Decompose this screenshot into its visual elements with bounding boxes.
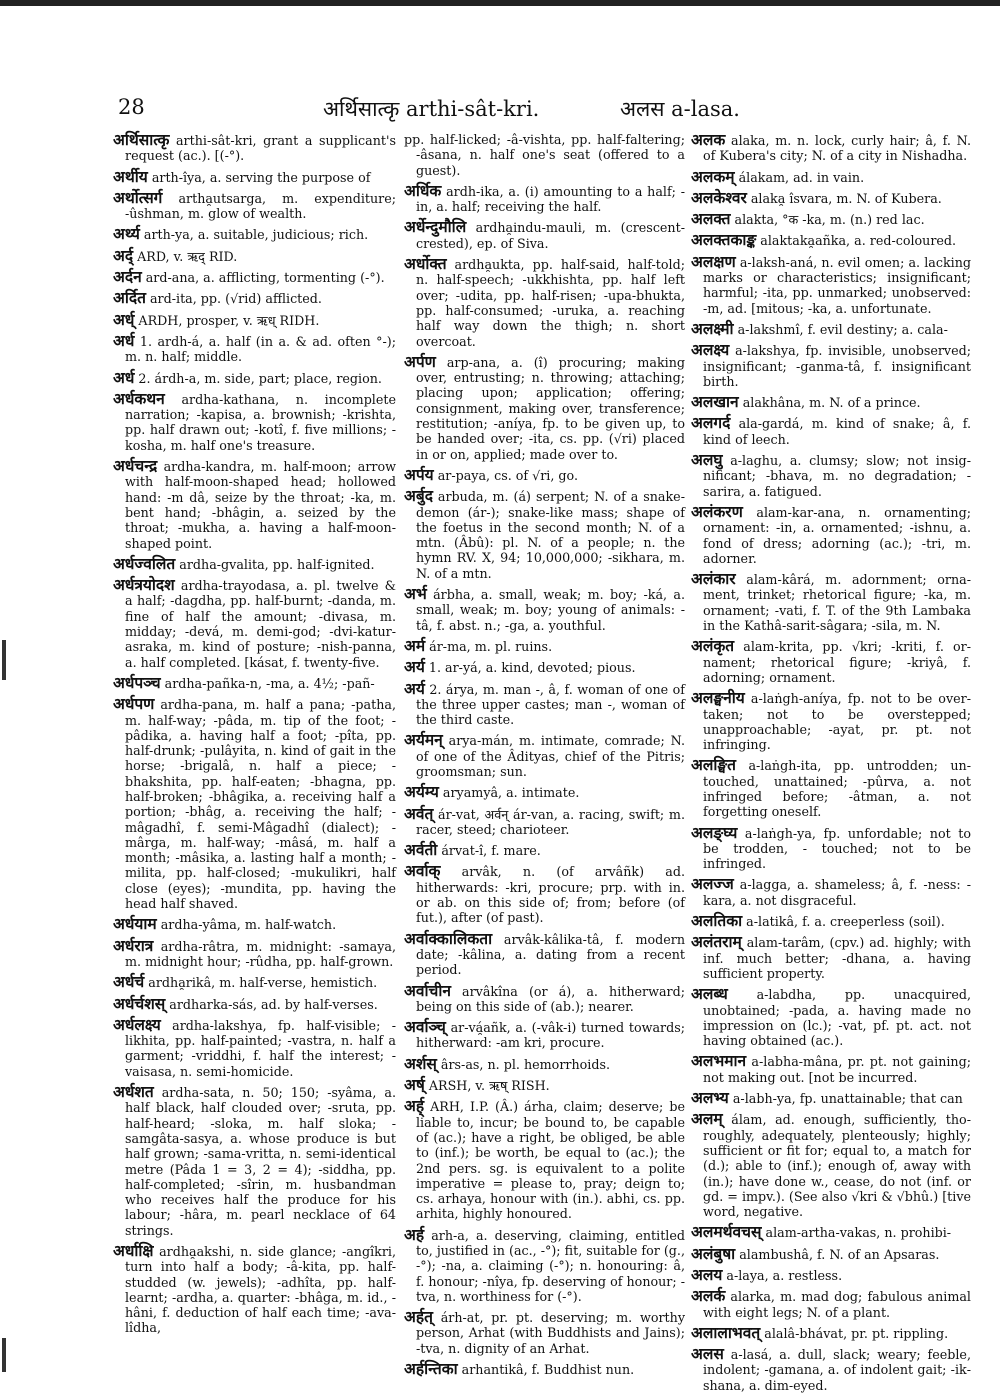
dictionary-entry — [404, 863, 685, 925]
dictionary-entry — [691, 571, 971, 633]
dictionary-entry — [404, 1224, 685, 1304]
entry-headword: अर्वाक्कालिकता — [404, 928, 493, 948]
right-running-headword: अलस a-lasa. — [620, 97, 740, 121]
dictionary-entry — [113, 1014, 396, 1079]
entry-definition: a-lagga, a. shameless; â, f. -ness: -kara, a. not disgraceful. — [703, 877, 971, 908]
entry-headword: अर्पय — [404, 464, 434, 484]
dictionary-entry — [691, 1053, 971, 1085]
entry-definition: arvâkîna (or á), a. hitherward; being on this side of (ab.); nearer. — [416, 983, 685, 1014]
entry-headword: अलक्ष्मी — [691, 318, 734, 338]
entry-definition: ardha̯rikâ, m. half-verse, hemistich. — [148, 975, 378, 991]
entry-definition: alam-krita, pp. √kri; -kriti, f. ornament; rhetorical figure; -kriyâ, f. adorning; ornament. — [703, 639, 971, 685]
dictionary-entry — [404, 980, 685, 1015]
entry-headword: अलखान — [691, 392, 739, 412]
dictionary-entry — [691, 1090, 971, 1106]
entry-definition: alam-kar-ana, n. ornamenting; ornament: -in, a. ornamented; -ishnu, a. fond of dress; adorning (ac.); -tri, m. adorner. — [703, 504, 971, 566]
dictionary-entry — [691, 211, 971, 227]
dictionary-entry — [113, 226, 396, 242]
entry-headword: अलङ्घ्य — [691, 822, 738, 842]
entry-headword: अर्ह् — [404, 1096, 425, 1116]
dictionary-entry — [691, 1267, 971, 1283]
dictionary-entry — [691, 690, 971, 752]
column-2 — [404, 132, 685, 1379]
entry-headword: अर्वाचीन — [404, 980, 451, 1000]
entry-headword: अर्भ — [404, 584, 427, 604]
entry-headword: अलभ्य — [691, 1088, 729, 1108]
entry-definition: ár-ma, m. pl. ruins. — [429, 638, 553, 654]
entry-definition: ard-ana, a. afflicting, tormenting (-°). — [145, 270, 385, 286]
entry-headword: अलय — [691, 1265, 723, 1284]
dictionary-entry — [404, 1053, 685, 1073]
entry-headword: अलघु — [691, 450, 723, 470]
entry-definition: ardha̯akshi, n. side glance; -angîkri, turn into half a body; -â-kita, pp. half-studded (w. jewels); -adhîta, pp. half-learnt; -ardha, a. quarter: -bhâga, m. id., -hâni, f. deduction of half each time; -ava-lîdha, — [125, 1244, 396, 1336]
dictionary-entry — [113, 1084, 396, 1238]
entry-headword: अर्यम्य — [404, 782, 439, 802]
entry-definition: ARSH, v. ऋष् RISH. — [428, 1078, 550, 1094]
entry-headword: अर्धचन्द्र — [113, 456, 158, 476]
dictionary-entry — [113, 166, 396, 186]
dictionary-entry — [691, 318, 971, 338]
entry-headword: अर्दन — [113, 267, 142, 287]
dictionary-entry — [113, 132, 396, 164]
entry-headword: अलंबुषा — [691, 1243, 736, 1263]
dictionary-entry — [404, 803, 685, 838]
entry-headword: अलंकृत — [691, 636, 735, 656]
dictionary-entry — [404, 1077, 685, 1093]
entry-definition: ar-vá̯añk, a. (-vâk-i) turned towards; hitherward: -am kri, procure. — [416, 1020, 685, 1051]
dictionary-entry — [113, 388, 396, 453]
entry-definition: arbuda, m. (á) serpent; N. of a snake-demon (ár-); snake-like mass; shape of the foetus in the second month; N. of a mtn. (Âbû): pl. N. of a people; n. the hymn RV. X, 94; 10,000,000; -sikhara, m. N. of a mtn. — [416, 489, 685, 581]
dictionary-entry — [691, 415, 971, 447]
entry-definition: ardha̯ukta, pp. half-said, half-told; n. half-speech; -ukkhishta, pp. half left over; -udita, pp. half-risen; -upa-bhukta, pp. half-consumed; -uruka, a. reaching half way down the thigh; n. short overcoat. — [416, 257, 685, 349]
entry-definition: a-laya, a. restless. — [726, 1268, 843, 1283]
dictionary-entry — [113, 935, 396, 970]
dictionary-entry — [404, 351, 685, 462]
entry-definition: alam-kârá, m. adornment; ornament, trinket; rhetorical figure; -ka, m. ornament; -vati, f. T. of the 9th Lambaka in the Kathâ-sarit-sâgara; -sila, m. N. — [703, 572, 971, 634]
left-running-headword: अर्थिसात्कृ arthi-sât-kri. — [323, 97, 540, 121]
dictionary-entry — [404, 1019, 685, 1051]
dictionary-entry — [404, 842, 685, 858]
entry-headword: अलक — [691, 130, 726, 149]
entry-definition: arth-îya, a. serving the purpose of — [151, 169, 371, 185]
entry-headword: अर्धलक्ष्य — [113, 1014, 161, 1034]
entry-definition: ardha-yâma, m. half-watch. — [160, 917, 337, 933]
dictionary-entry — [404, 488, 685, 581]
entry-headword: अलङ्घित — [691, 755, 737, 775]
entry-definition: alalâ-bhávat, pr. pt. rippling. — [764, 1325, 949, 1341]
dictionary-entry — [404, 1309, 685, 1356]
dictionary-entry — [691, 166, 971, 186]
running-header — [118, 95, 968, 129]
entry-definition: a-labh-ya, fp. unattainable; that can — [732, 1091, 963, 1107]
entry-headword: अर्पण — [404, 351, 436, 371]
entry-definition: 2. árya, m. man -, â, f. woman of one of the three upper castes; man -, woman of the third caste. — [416, 681, 685, 728]
dictionary-entry — [404, 132, 685, 178]
dictionary-entry — [404, 180, 685, 215]
entry-headword: अर्थोत्सर्ग — [113, 187, 163, 207]
dictionary-entry — [691, 1224, 971, 1240]
entry-headword: अलभमान — [691, 1051, 747, 1071]
entry-headword: अलम् — [691, 1109, 723, 1129]
dictionary-entry — [113, 974, 396, 990]
dictionary-entry — [691, 1111, 971, 1219]
entry-definition: a-laṅgh-ita, pp. untrodden; untouched, unattained; -pûrva, a. not infringed before; -âtman, a. not forgetting oneself. — [703, 758, 971, 820]
entry-definition: ardha-sata, n. 50; 150; -syâma, a. half black, half clouded over; -sruta, pp. half-heard; -sloka, m. half sloka; -samgâta-sasya, a. whose produce is but half grown; -sama-vritta, n. semi-identical metre (Pâda 1 = 3, 2 = 4); -siddha, pp. half-completed; -sîrin, m. husbandman who receives half the produce for his labour; -hâra, m. pearl necklace of 64 strings. — [125, 1085, 396, 1238]
dictionary-entry — [113, 458, 396, 551]
entry-headword: अर्धरात्र — [113, 935, 154, 955]
entry-headword: अलक्ष्य — [691, 340, 730, 360]
dictionary-entry — [404, 928, 685, 978]
entry-definition: alaka, m. n. lock, curly hair; â, f. N. of Kubera's city; N. of a city in Nishadha. — [703, 133, 971, 164]
dictionary-entry — [404, 256, 685, 349]
entry-definition: arvâk, n. (of arvâñk) ad. hitherwards: -kri, procure; prp. with in. or ab. on this side of; from; before (of fut.), after (of past). — [416, 864, 685, 926]
dictionary-entry — [113, 290, 396, 306]
entry-definition: arth-ya, a. suitable, judicious; rich. — [143, 227, 369, 243]
dictionary-entry — [691, 913, 971, 929]
dictionary-entry — [404, 732, 685, 779]
dictionary-entry — [691, 501, 971, 566]
dictionary-entry — [113, 672, 396, 692]
entry-headword: अर्य — [404, 678, 425, 698]
dictionary-entry — [404, 1098, 685, 1221]
entry-definition: ardha-râtra, m. midnight: -samaya, m. midnight hour; -rûdha, pp. half-grown. — [125, 938, 396, 969]
entry-definition: ârs-as, n. pl. hemorrhoids. — [440, 1056, 610, 1072]
entry-definition: ardha-kathana, n. incomplete narration; -kapisa, a. brownish; -krishta, pp. half drawn out; -kotî, f. five millions; -kosha, m. half one's treasure. — [125, 391, 396, 453]
entry-definition: alarka, m. mad dog; fabulous animal with eight legs; N. of a plant. — [703, 1289, 971, 1320]
entry-headword: अलतिका — [691, 911, 743, 931]
entry-headword: अर्वती — [404, 840, 438, 860]
dictionary-entry — [404, 464, 685, 484]
entry-headword: अलर्क — [691, 1286, 726, 1306]
entry-definition: alakta, °क -ka, m. (n.) red lac. — [734, 212, 925, 228]
entry-headword: अलक्तकाङ्क — [691, 230, 757, 250]
dictionary-entry — [691, 822, 971, 872]
column-3 — [691, 130, 971, 1393]
entry-definition: ar-paya, cs. of √ri, go. — [437, 467, 578, 483]
dictionary-entry — [691, 934, 971, 981]
entry-definition: alambushâ, f. N. of an Apsaras. — [739, 1246, 940, 1262]
entry-definition: a-lakshmî, f. evil destiny; a. cala- — [737, 321, 948, 337]
entry-headword: अलक्षण — [691, 251, 736, 271]
entry-definition: a-lakshya, fp. invisible, unobserved; insignificant; -ganma-tâ, f. insignificant birth. — [703, 343, 971, 389]
entry-headword: अर्हत् — [404, 1307, 433, 1327]
entry-headword: अर्धर्चशस् — [113, 993, 166, 1013]
entry-definition: ardha-gvalita, pp. half-ignited. — [179, 556, 375, 572]
entry-definition: alakhâna, m. N. of a prince. — [742, 395, 921, 411]
entry-headword: अर्बुद — [404, 486, 433, 506]
entry-definition: ár-vat, अर्वन् ár-van, a. racing, swift; m. racer, steed; charioteer. — [416, 806, 685, 837]
entry-definition: ardh-ika, a. (i) amounting to a half; -in, a. half; receiving the half. — [416, 183, 685, 215]
entry-definition: 2. árdh-a, m. side, part; place, region. — [138, 370, 382, 386]
dictionary-entry — [691, 1322, 971, 1342]
entry-definition: alaktaka̯añka, a. red-coloured. — [760, 233, 957, 249]
dictionary-entry — [691, 132, 971, 164]
entry-headword: अर्थिसात्कृ — [113, 130, 170, 149]
dictionary-entry — [113, 916, 396, 932]
entry-definition: a-laghu, a. clumsy; slow; not insignificant; -bhava, m. no degradation; -sarira, a. fatigued. — [703, 453, 971, 499]
dictionary-entry — [404, 1361, 685, 1377]
dictionary-entry — [691, 638, 971, 685]
entry-headword: अलंकरण — [691, 501, 743, 521]
entry-definition: álakam, ad. in vain. — [738, 169, 865, 185]
scan-top-border — [0, 0, 1000, 6]
entry-definition: ard-ita, pp. (√rid) afflicted. — [149, 291, 322, 307]
dictionary-entry — [113, 577, 396, 670]
entry-headword: अर्ह — [404, 1224, 425, 1244]
dictionary-entry — [113, 553, 396, 573]
entry-definition: ala-gardá, m. kind of snake; â, f. kind of leech. — [703, 416, 971, 447]
entry-headword: अर्ध् — [113, 309, 135, 329]
entry-headword: अर्धकथन — [113, 388, 165, 408]
dictionary-entry — [691, 1288, 971, 1320]
entry-definition: a-laksh-aná, n. evil omen; a. lacking marks or characteristics; insignificant; harmful; -ita, pp. unmarked; unobserved: -m, ad. [mitous; -ka, a. unfortunate. — [703, 254, 971, 316]
dictionary-entry — [691, 187, 971, 207]
entry-headword: अर्धिक — [404, 180, 442, 200]
dictionary-entry — [404, 635, 685, 655]
dictionary-entry — [113, 245, 396, 265]
column-1 — [113, 130, 396, 1336]
dictionary-entry — [404, 659, 685, 675]
entry-headword: अलंकार — [691, 569, 736, 589]
entry-definition: a-laṅgh-ya, fp. unfordable; not to be trodden, - touched; not to be infringed. — [703, 825, 971, 872]
dictionary-entry — [691, 251, 971, 316]
entry-headword: अर्धत्रयोदश — [113, 575, 175, 595]
entry-headword: अर्य — [404, 657, 425, 677]
entry-definition: a-laṅgh-aníya, fp. not to be overtaken; not to be overstepped; unapproachable; -ayat, pr. pt. not infringing. — [703, 691, 971, 753]
entry-headword: अर्थीय — [113, 166, 148, 186]
entry-headword: अलज्ज — [691, 874, 734, 894]
entry-headword: अलङ्घनीय — [691, 688, 745, 708]
entry-headword: अर्धोक्त — [404, 254, 447, 274]
entry-headword: अलगर्द — [691, 413, 731, 433]
dictionary-entry — [691, 452, 971, 499]
dictionary-entry — [113, 367, 396, 387]
entry-headword: अर्दित — [113, 288, 146, 308]
dictionary-entry — [113, 269, 396, 285]
entry-definition: arvâk-kâlika-tâ, f. modern date; -kâlina, a. dating from a recent period. — [416, 931, 685, 978]
entry-headword: अलस — [691, 1344, 724, 1364]
entry-headword: अर्वाक् — [404, 861, 441, 881]
dictionary-entry — [691, 394, 971, 410]
entry-headword: अर्धज्वलित — [113, 553, 176, 573]
entry-headword: अर्शस् — [404, 1053, 437, 1073]
entry-headword: अर्धर्च — [113, 972, 145, 992]
entry-headword: अर्ध — [113, 330, 135, 350]
entry-definition: arya-mán, m. intimate, comrade; N. of one of the Âdityas, chief of the Pitris; groomsman; sun. — [416, 733, 685, 779]
entry-definition: arh-a, a. deserving, claiming, entitled to, justified in (ac., -°); fit, suitable for (g., -°); -na, a. claiming (-°); n. honouring: â, f. honour; -nîya, fp. deserving of honour; -tva, n. worthiness for (-°). — [416, 1227, 685, 1304]
dictionary-entry — [113, 309, 396, 329]
dictionary-entry — [691, 986, 971, 1048]
dictionary-entry — [691, 232, 971, 248]
entry-definition: ardha-pañka-n, -ma, a. 4½; -pañ- — [164, 675, 375, 691]
entry-headword: अर्ध — [113, 367, 135, 387]
entry-headword: अर्धाक्षि — [113, 1241, 154, 1260]
entry-headword: अलंतराम् — [691, 932, 742, 952]
entry-definition: árvat-î, f. mare. — [441, 843, 541, 859]
entry-definition: ARD, v. ऋद् RID. — [137, 248, 238, 264]
entry-headword: अलकम् — [691, 166, 735, 186]
dictionary-entry — [404, 219, 685, 251]
entry-definition: ardha-trayodasa, a. pl. twelve & a half; -dagdha, pp. half-burnt; -danda, m. fine of half the amount; -divasa, m. midday; -devá, m. demi-god; -dvi-katur-asraka, m. kind of posture; -nish-panna, a. half completed. [kásat, f. twenty-five. — [125, 578, 396, 670]
entry-definition: a-lasá, a. dull, slack; weary; feeble, indolent; -gamana, a. of indolent gait; -ikshana, a. dim-eyed. — [703, 1347, 971, 1393]
entry-definition: a-latikâ, f. a. creeperless (soil). — [746, 914, 945, 930]
entry-definition: ARH, I.P. (Â.) árha, claim; deserve; be liable to, incur; be bound to, be capable of (ac.); have a right, be obliged, be able to (inf.); be worth, be equal to (ac.); the 2nd pers. sg. is equivalent to a polite imperative = please to, pray; deign to; cs. arhaya, honour with (in.). abhi, cs. pp. arhita, highly honoured. — [416, 1099, 685, 1222]
dictionary-entry — [691, 1346, 971, 1393]
entry-headword: अर्धपण — [113, 694, 155, 714]
dictionary-entry — [113, 187, 396, 222]
entry-definition: ardha-kandra, m. half-moon; arrow with half-moon-shaped head; hollowed hand: -m dâ, seize by the throat; -ka, m. bent hand; -bhâgin, a. seized by the throat; -mukha, a. having a half-moon-shaped point. — [125, 459, 396, 551]
entry-definition: ARDH, prosper, v. ऋध् RIDH. — [138, 312, 320, 328]
entry-headword: अलब्ध — [691, 984, 728, 1004]
entry-definition: árbha, a. small, weak; m. boy; -ká, a. small, weak; m. boy; young of animals: -tâ, f. abst. n.; -ga, a. youthful. — [416, 587, 685, 633]
dictionary-entry — [404, 784, 685, 800]
entry-definition: árh-at, pr. pt. deserving; m. worthy person, Arhat (with Buddhists and Jains); -tva, n. dignity of an Arhat. — [416, 1310, 685, 1356]
entry-headword: अर्ष् — [404, 1075, 425, 1095]
entry-definition: arthi-sât-kri, grant a supplicant's request (ac.). [(-°). — [125, 133, 396, 164]
dictionary-entry — [691, 757, 971, 819]
entry-definition: alam-tarâm, (cpv.) ad. highly; with inf. much better; -dhana, a. having sufficient property. — [703, 935, 971, 981]
entry-headword: अर्धयाम — [113, 914, 157, 934]
dictionary-entry — [691, 1243, 971, 1263]
dictionary-entry — [113, 993, 396, 1013]
entry-definition: aryamyâ, a. intimate. — [442, 785, 580, 801]
scan-binding-mark — [2, 640, 6, 680]
entry-definition: ardha̯indu-mauli, m. (crescent-crested), ep. of Siva. — [416, 220, 685, 251]
entry-definition: pp. half-licked; -â-vishta, pp. half-faltering; -âsana, n. half one's seat (offered to a guest). — [404, 132, 685, 178]
scan-binding-mark — [2, 1338, 6, 1372]
entry-headword: अर्हन्तिका — [404, 1359, 458, 1379]
entry-headword: अर्वाञ्च् — [404, 1017, 446, 1037]
entry-definition: ardha-pana, m. half a pana; -patha, m. half-way; -pâda, m. tip of the foot; -pâdika, a. having half a foot; -pîta, pp. half-drunk; -pulâyita, n. kind of gait in the horse; -brigalâ, n. half a piece; -bhakshita, pp. half-eaten; -bhagna, pp. half-broken; -bhâgika, a. receiving half a portion; -bhâg, a. receiving the half; -mâgadhî, f. semi-Mâgadhî (dialect); -mârga, m. half-way; -mâsá, m. half a month; -mâsika, a. lasting half a month; -milita, pp. half-closed; -mukulikri, half close (eyes); -mundita, pp. having the head half shaved. — [125, 697, 396, 912]
entry-definition: ardharka-sás, ad. by half-verses. — [169, 996, 378, 1012]
entry-headword: अर्यमन् — [404, 730, 443, 750]
entry-headword: अर्द् — [113, 245, 134, 265]
page-number: 28 — [118, 95, 145, 119]
entry-definition: 1. ardh-á, a. half (in a. & ad. often °-); m. n. half; middle. — [125, 333, 396, 365]
dictionary-entry — [691, 342, 971, 389]
entry-definition: artha̯utsarga, m. expenditure; -ûshman, m. glow of wealth. — [125, 190, 396, 222]
entry-definition: arp-ana, a. (î) procuring; making over, entrusting; n. throwing; attaching; placing upon; application; offering; consignment, making over, transference; restitution; -aníya, fp. to be given up, to be handed over; -ita, cs. pp. (√ri) placed in or on, applied; made over to. — [416, 354, 685, 462]
entry-definition: ardha-lakshya, fp. half-visible; -likhita, pp. half-painted; -vastra, n. half a garment; -vriddhi, f. half the interest; -vaisasa, n. semi-homicide. — [125, 1017, 396, 1079]
dictionary-entry — [404, 586, 685, 633]
dictionary-entry — [113, 1243, 396, 1336]
entry-definition: a-labdha, pp. unacquired, unobtained; -pada, a. having made no impression on (lc.); -vat, pf. pt. act. not having obtained (ac.). — [703, 987, 971, 1049]
entry-definition: alaka̯ îsvara, m. N. of Kubera. — [750, 190, 942, 206]
entry-headword: अर्म — [404, 635, 426, 655]
entry-definition: 1. ar-yá, a. kind, devoted; pious. — [428, 660, 636, 676]
entry-headword: अर्वत् — [404, 803, 434, 823]
dictionary-entry — [113, 330, 396, 365]
entry-headword: अलालाभवत् — [691, 1322, 761, 1342]
entry-headword: अर्थ्य — [113, 224, 140, 244]
entry-headword: अलकेश्वर — [691, 187, 747, 207]
entry-definition: arhantikâ, f. Buddhist nun. — [461, 1362, 635, 1378]
entry-definition: álam, ad. enough, sufficiently, thoroughly, adequately, plenteously; highly; sufficient or fit for; equal to, a match for (d.); able to (inf.); enough of, away with (in.); have done w., cease, do not (inf. or gd. = impv.). (See also √kri & √bhû.) [tive word, negative. — [703, 1112, 971, 1220]
dictionary-entry — [404, 678, 685, 728]
entry-headword: अर्धपञ्च — [113, 672, 161, 692]
entry-headword: अर्धशत — [113, 1082, 154, 1102]
entry-headword: अर्धेन्दुमौलि — [404, 217, 467, 237]
entry-definition: a-labha-mâna, pr. pt. not gaining; not making out. [not be incurred. — [703, 1054, 971, 1085]
dictionary-entry — [691, 876, 971, 908]
entry-definition: alam-artha-vakas, n. prohibi- — [765, 1225, 952, 1241]
entry-headword: अलमर्थवचस् — [691, 1222, 762, 1242]
entry-headword: अलक्त — [691, 209, 731, 229]
dictionary-entry — [113, 696, 396, 911]
